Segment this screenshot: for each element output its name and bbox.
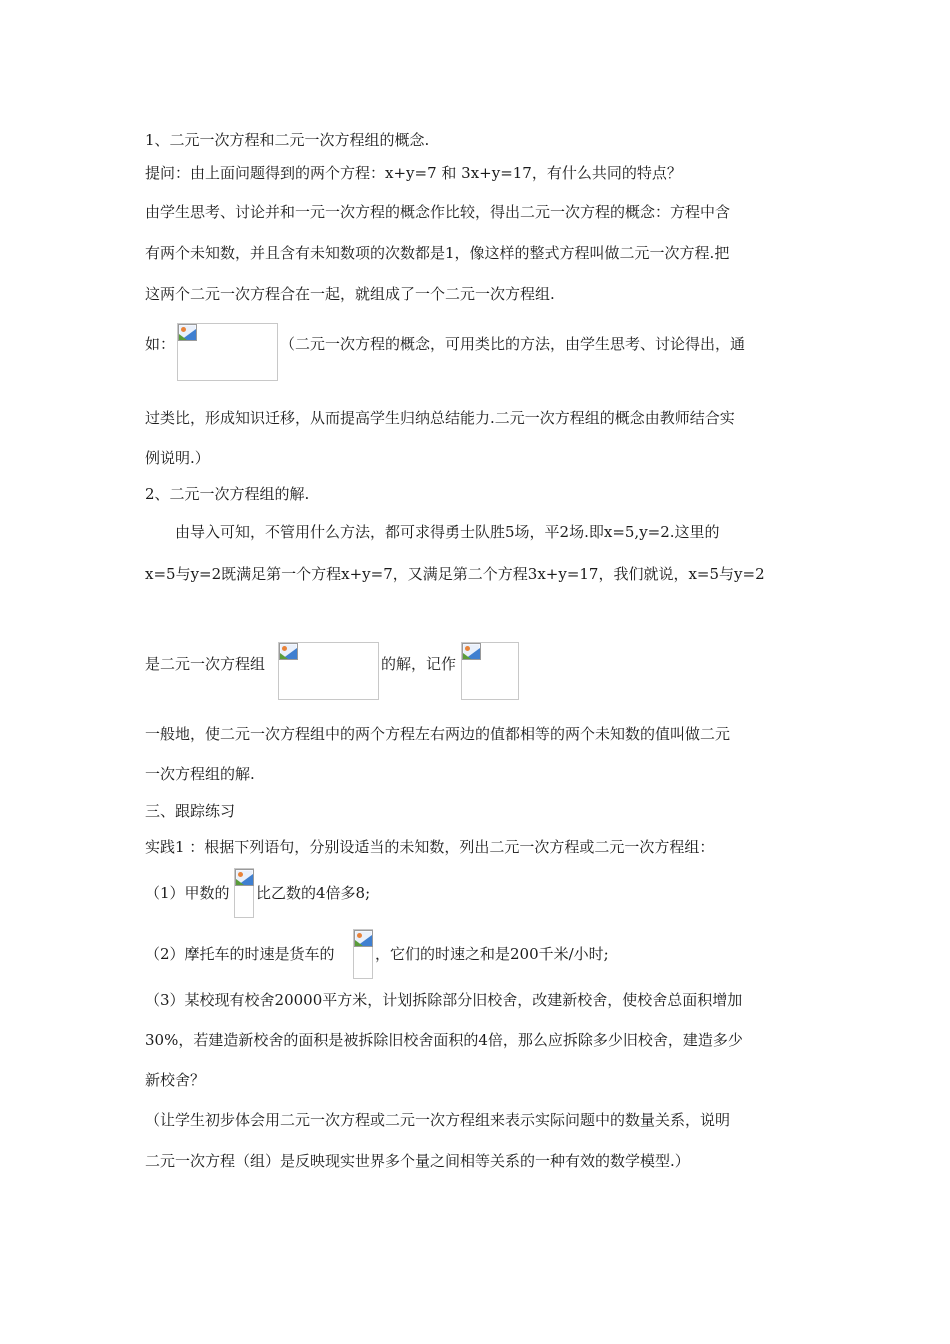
broken-image-icon [178,324,197,341]
paragraph-line: 一般地，使二元一次方程组中的两个方程左右两边的值都相等的两个未知数的值叫做二元 [145,725,731,743]
paragraph-line: （二元一次方程的概念，可用类比的方法，由学生思考、讨论得出，通 [280,335,746,353]
equation-system-image [278,642,379,700]
paragraph-line-prefix: 如： [145,335,176,353]
solution-image [461,642,519,700]
paragraph-line-prefix: 是二元一次方程组 [145,655,266,673]
broken-image-icon [279,643,298,660]
exercise-line-prefix: （2）摩托车的时速是货车的 [145,945,335,963]
paragraph-line: 一次方程组的解. [145,765,255,783]
paragraph-line: 有两个未知数，并且含有未知数项的次数都是1，像这样的整式方程叫做二元一次方程.把 [145,244,730,262]
broken-image-icon [354,930,373,947]
paragraph-line: 由导入可知，不管用什么方法，都可求得勇士队胜5场，平2场.即x=5,y=2.这里的 [175,523,720,541]
paragraph-line: 实践1 ：根据下列语句，分别设适当的未知数，列出二元一次方程或二元一次方程组： [145,838,715,856]
equation-system-image [177,323,278,381]
section-heading-practice: 三、跟踪练习 [145,802,236,820]
paragraph-line: 过类比，形成知识迁移，从而提高学生归纳总结能力.二元一次方程组的概念由教师结合实 [145,409,735,427]
paragraph-line: 这两个二元一次方程合在一起，就组成了一个二元一次方程组. [145,285,555,303]
paragraph-line: （让学生初步体会用二元一次方程或二元一次方程组来表示实际问题中的数量关系，说明 [145,1111,731,1129]
section-heading-solution: 2、二元一次方程组的解. [145,485,310,503]
section-heading-concept: 1、二元一次方程和二元一次方程组的概念. [145,131,430,149]
exercise-line: 比乙数的4倍多8; [256,884,371,902]
exercise-line-prefix: （1）甲数的 [145,884,230,902]
paragraph-line: 由学生思考、讨论并和一元一次方程的概念作比较，得出二元一次方程的概念：方程中含 [145,203,731,221]
broken-image-icon [462,643,481,660]
paragraph-line: 提问：由上面问题得到的两个方程：x+y=7 和 3x+y=17，有什么共同的特点？ [145,164,682,182]
paragraph-line: 二元一次方程（组）是反映现实世界多个量之间相等关系的一种有效的数学模型.） [145,1152,690,1170]
exercise-line: ，它们的时速之和是200千米/小时; [375,945,609,963]
fraction-image [234,868,254,918]
paragraph-line-middle: 的解，记作 [381,655,457,673]
broken-image-icon [235,869,254,886]
fraction-image [353,929,373,979]
exercise-line: （3）某校现有校舍20000平方米，计划拆除部分旧校舍，改建新校舍，使校舍总面积增加 [145,991,743,1009]
exercise-line: 30%，若建造新校舍的面积是被拆除旧校舍面积的4倍，那么应拆除多少旧校舍，建造多少 [145,1031,743,1049]
paragraph-line: x=5与y=2既满足第一个方程x+y=7，又满足第二个方程3x+y=17，我们就说，x=5与y=2 [145,565,765,583]
paragraph-line: 例说明.） [145,449,210,467]
exercise-line: 新校舍？ [145,1071,206,1089]
